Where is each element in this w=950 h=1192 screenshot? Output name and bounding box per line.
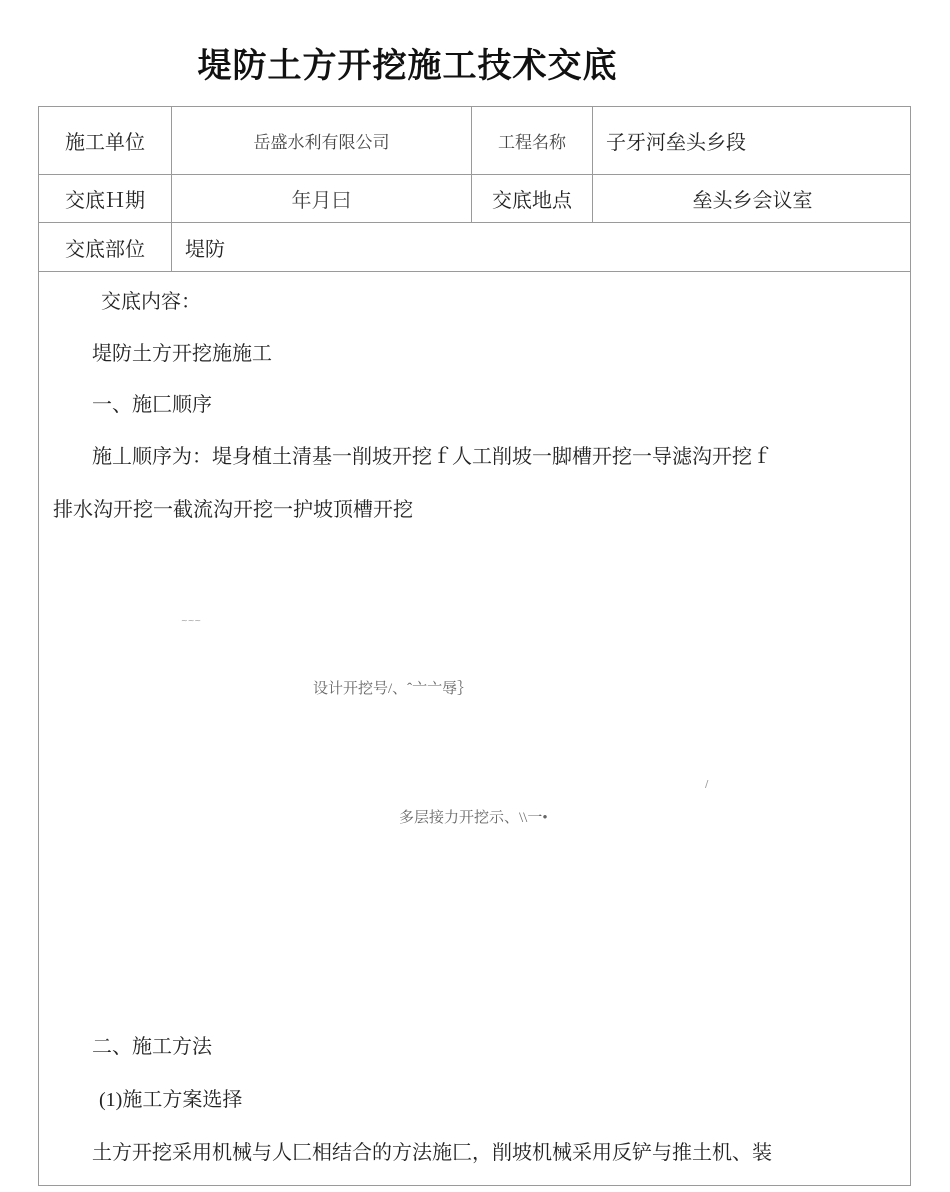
figure-stroke-mark: /	[705, 779, 709, 790]
sequence-text-line2: 排水沟开挖一截流沟开挖一护坡顶槽开挖	[53, 497, 413, 521]
part-label: 交底部位	[39, 223, 172, 271]
sequence-text-line1: 施丄顺序为：堤身植土清基一削坡开挖ｆ人工削坡一脚槽开挖一导滤沟开挖ｆ	[92, 444, 772, 468]
figure-caption-design-excavation: 设计开挖号/、ˆ亠亠辱｝	[313, 681, 473, 697]
construction-unit-label: 施工单位	[39, 107, 172, 174]
subsection-scheme: (1)施工方案选择	[99, 1089, 243, 1111]
part-value: 堤防	[185, 236, 225, 261]
method-text-line1: 土方开挖采用机械与人匚相结合的方法施匚，削坡机械采用反铲与推土机、装	[92, 1140, 772, 1164]
disclosure-table	[38, 106, 911, 1186]
construction-unit-value: 岳盛水利有限公司	[172, 107, 472, 174]
project-name-value: 子牙河垒头乡段	[606, 130, 746, 154]
figure-small-mark: ~~~	[181, 616, 202, 625]
project-name-label: 工程名称	[472, 107, 593, 174]
content-subtitle: 堤防土方开挖施施工	[92, 341, 272, 365]
location-label: 交底地点	[472, 175, 593, 222]
section-heading-sequence: 一、施匚顺序	[92, 392, 212, 416]
table-row-part	[39, 223, 910, 272]
document-title: 堤防土方开挖施工技术交底	[197, 46, 618, 86]
section-heading-method: 二、施工方法	[92, 1034, 212, 1058]
location-value: 垒头乡会议室	[692, 188, 813, 212]
date-value: 年月曰	[172, 175, 472, 222]
table-row-unit	[39, 107, 910, 175]
content-heading: 交底内容：	[101, 289, 201, 313]
table-row-date	[39, 175, 910, 223]
figure-caption-multilayer: 多层接力开挖示、\\一•	[399, 810, 548, 826]
date-label: 交底Ｈ期	[39, 175, 172, 222]
